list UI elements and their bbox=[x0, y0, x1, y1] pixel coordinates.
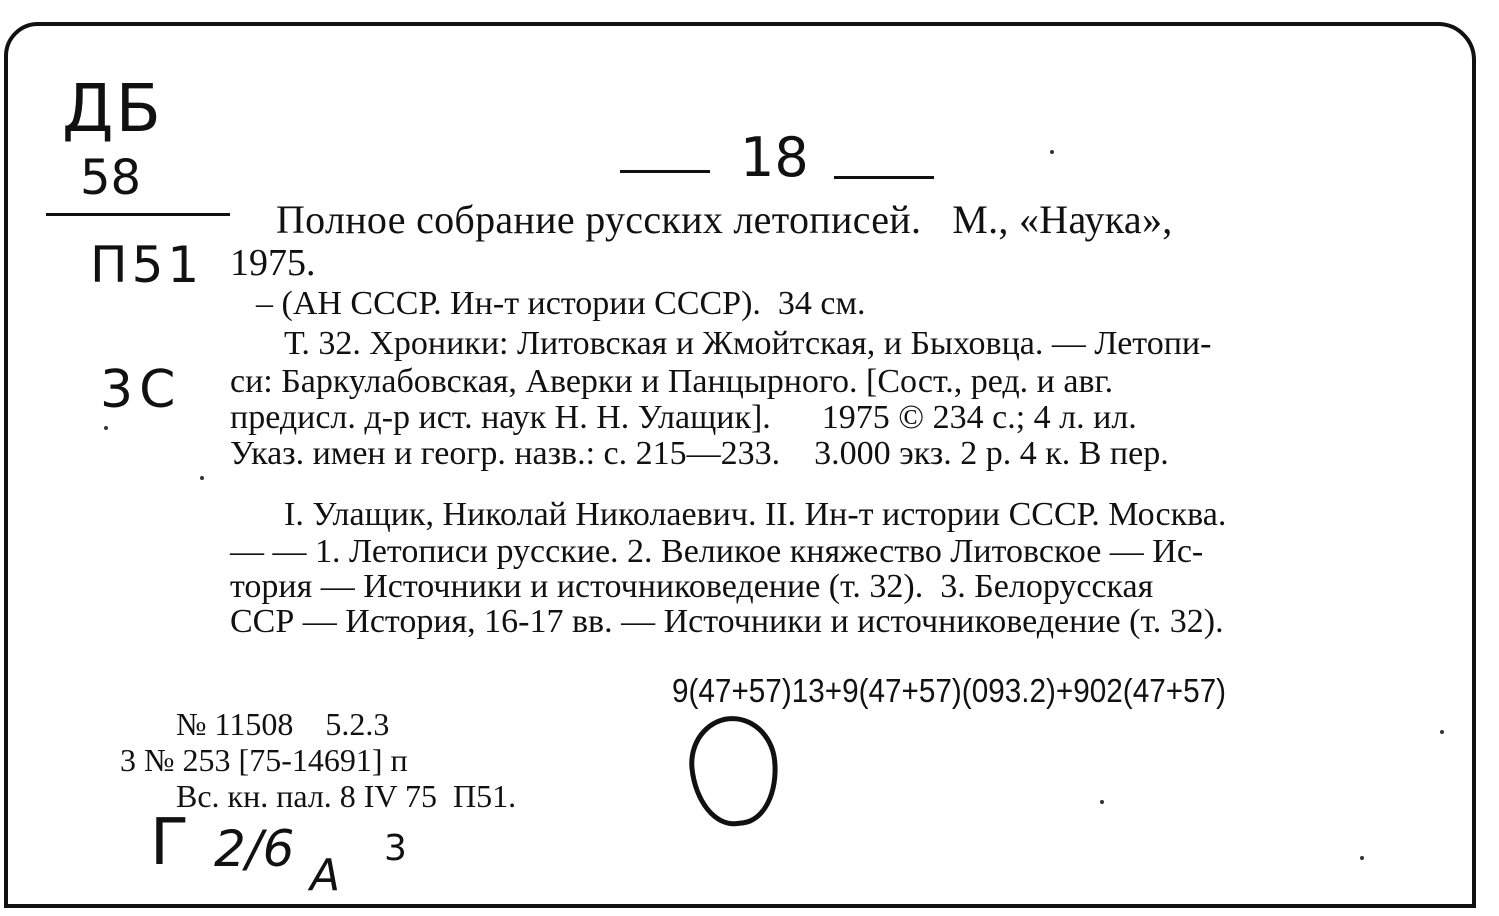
subject-line: ССР — История, 16-17 вв. — Источники и источниковедение (т. 32). bbox=[230, 603, 1224, 640]
handwritten-bottom-fraction: 2/6 bbox=[214, 820, 295, 878]
imprint-number: № 11508 5.2.3 bbox=[176, 706, 390, 742]
classification-index: 9(47+57)13+9(47+57)(093.2)+902(47+57) bbox=[672, 672, 1227, 709]
volume-line: си: Баркулабовская, Аверки и Панцырного. [Сост., ред. и авг. bbox=[230, 363, 1114, 400]
volume-line: Указ. имен и геогр. назв.: с. 215—233. 3.000 экз. 2 р. 4 к. В пер. bbox=[230, 435, 1169, 472]
volume-line: Т. 32. Хроники: Литовская и Жмойтская, и Быховца. — Летопи- bbox=[284, 325, 1212, 362]
year-line: 1975. bbox=[230, 242, 316, 284]
handwritten-shelf-number: 58 bbox=[80, 150, 142, 206]
scan-speck bbox=[1440, 730, 1444, 734]
imprint-chamber: Вс. кн. пал. 8 IV 75 П51. bbox=[176, 778, 517, 814]
subject-line: — — 1. Летописи русские. 2. Великое княжество Литовское — Ис- bbox=[230, 533, 1204, 570]
handwritten-bottom-suffix: А bbox=[310, 850, 341, 901]
scan-speck bbox=[1100, 800, 1104, 804]
fraction-divider bbox=[46, 213, 230, 216]
handwritten-page-number: 18 bbox=[740, 126, 809, 189]
scan-speck bbox=[200, 476, 204, 480]
handwritten-bottom-letter: Г bbox=[150, 806, 190, 880]
subject-line: I. Улащик, Николай Николаевич. II. Ин-т истории СССР. Москва. bbox=[284, 496, 1227, 533]
scan-speck bbox=[1050, 150, 1054, 154]
handwritten-shelf-code: ДБ bbox=[62, 70, 163, 147]
page-number-dash-left bbox=[620, 170, 710, 173]
series-line: – (АН СССР. Ин-т истории СССР). 34 см. bbox=[256, 285, 866, 322]
handwritten-section-mark: 3С bbox=[100, 360, 182, 420]
page-number-dash-right bbox=[834, 176, 934, 179]
handwritten-call-mark: П51 bbox=[90, 236, 204, 294]
scan-speck bbox=[104, 426, 108, 430]
volume-line: предисл. д-р ист. наук Н. Н. Улащик]. 1975 © 234 с.; 4 л. ил. bbox=[230, 399, 1137, 436]
scan-speck bbox=[1360, 856, 1364, 860]
title-line: Полное собрание русских летописей. М., «Наука», bbox=[276, 197, 1173, 242]
imprint-registry: 3 № 253 [75-14691] п bbox=[120, 742, 408, 778]
handwritten-bottom-superscript: 3 bbox=[384, 828, 407, 869]
subject-line: тория — Источники и источниковедение (т. 32). 3. Белорусская bbox=[230, 568, 1154, 605]
